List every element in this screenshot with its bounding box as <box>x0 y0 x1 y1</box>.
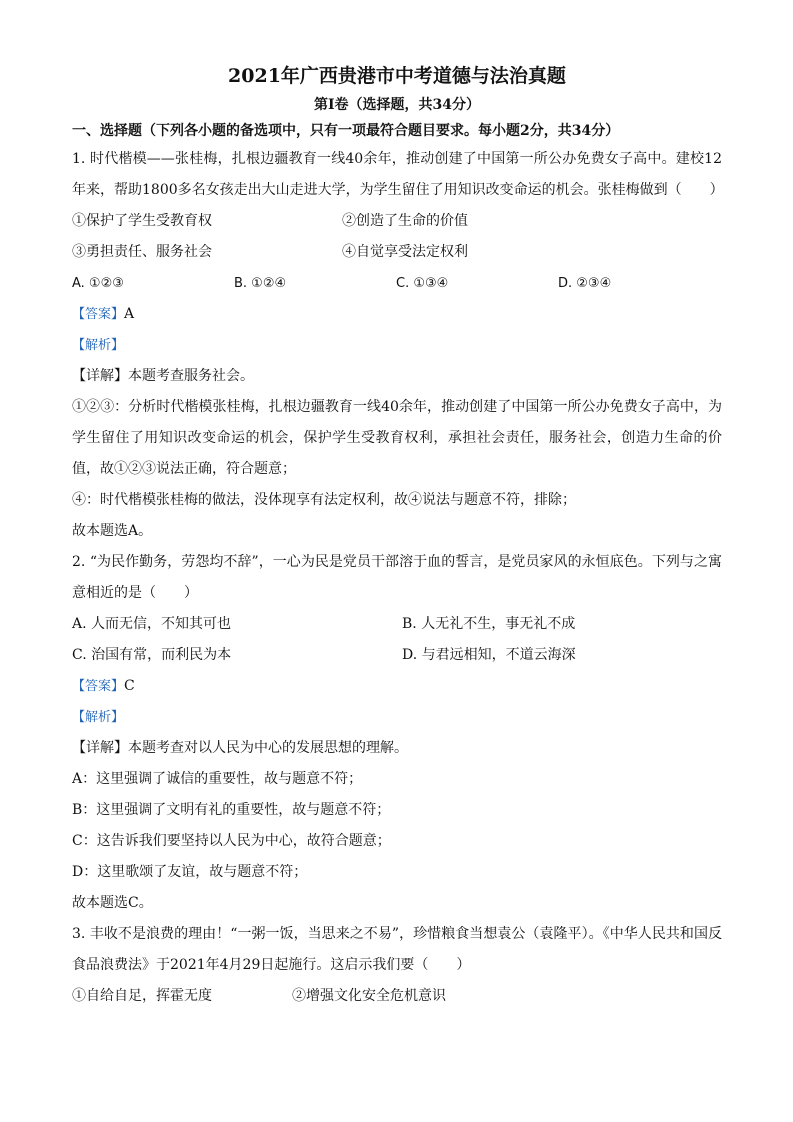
statement-1: ①保护了学生受教育权 <box>72 213 212 229</box>
statement-row <box>72 981 722 1012</box>
option-a: A. ①②③ <box>72 276 124 291</box>
option-a: A. 人而无信，不知其可也 <box>72 616 232 632</box>
analysis-line <box>72 330 722 361</box>
answer-value: C <box>124 678 135 694</box>
analysis-paragraph: ④：时代楷模张桂梅的做法，没体现享有法定权利，故④说法与题意不符，排除； <box>72 492 576 508</box>
question-stem: 1. 时代楷模——张桂梅，扎根边疆教育一线40余年，推动创建了中国第一所公办免费女子高中。建校12年来，帮助1800多名女孩走出大山走进大学，为学生留住了用知识改变命运的机会。张桂梅做到（ ） <box>72 151 724 198</box>
option-b: B. 人无礼不生，事无礼不成 <box>402 616 576 632</box>
options-row <box>72 640 722 671</box>
detail-text: 本题考查对以人民为中心的发展思想的理解。 <box>128 740 408 756</box>
statement-1: ①自给自足，挥霍无度 <box>72 988 212 1004</box>
answer-tag: 【答案】 <box>72 307 125 322</box>
answer-value: A <box>124 306 135 322</box>
page-title: 2021年广西贵港市中考道德与法治真题 <box>228 65 566 87</box>
option-c: C. ①③④ <box>396 276 449 291</box>
conclusion: 故本题选C。 <box>72 895 153 911</box>
detail-tag: 【详解】 <box>72 740 128 756</box>
statement-4: ④自觉享受法定权利 <box>342 244 468 260</box>
section-heading: 一、选择题（下列各小题的备选项中，只有一项最符合题目要求。每小题2分，共34分） <box>72 123 620 139</box>
analysis-tag: 【解析】 <box>72 338 125 353</box>
analysis-item-d: D：这里歌颂了友谊，故与题意不符； <box>72 864 308 880</box>
detail-text: 本题考查服务社会。 <box>128 368 254 384</box>
analysis-item-c: C：这告诉我们要坚持以人民为中心，故符合题意； <box>72 833 391 849</box>
statement-2: ②增强文化安全危机意识 <box>292 988 446 1004</box>
option-d: D. 与君远相知，不道云海深 <box>402 647 576 663</box>
options-row <box>72 609 722 640</box>
answer-line <box>72 299 722 330</box>
options-row <box>72 268 722 299</box>
option-c: C. 治国有常，而利民为本 <box>72 647 232 663</box>
option-b: B. ①②④ <box>234 276 287 291</box>
analysis-paragraph: ①②③：分析时代楷模张桂梅，扎根边疆教育一线40余年，推动创建了中国第一所公办免费女子高中，为学生留住了用知识改变命运的机会，保护学生受教育权利，承担社会责任，服务社会，创造力生命的价值，故①②③说法正确，符合题意； <box>72 399 722 477</box>
answer-line <box>72 671 722 702</box>
question-2 <box>72 547 722 919</box>
analysis-item-a: A：这里强调了诚信的重要性，故与题意不符； <box>72 771 363 787</box>
detail-line <box>72 361 722 392</box>
statement-row <box>72 206 722 237</box>
statement-3: ③勇担责任、服务社会 <box>72 244 212 260</box>
option-d: D. ②③④ <box>558 276 612 291</box>
detail-line <box>72 733 722 764</box>
document-page <box>72 60 722 1012</box>
analysis-line <box>72 702 722 733</box>
analysis-tag: 【解析】 <box>72 710 125 725</box>
detail-tag: 【详解】 <box>72 368 128 384</box>
question-stem: 2. “为民作勤务，劳怨均不辞”，一心为民是党员干部溶于血的誓言，是党员家风的永恒底色。下列与之寓意相近的是（ ） <box>72 554 722 601</box>
analysis-item-b: B：这里强调了文明有礼的重要性，故与题意不符； <box>72 802 391 818</box>
question-1 <box>72 144 722 547</box>
conclusion: 故本题选A。 <box>72 523 153 539</box>
question-stem: 3. 丰收不是浪费的理由！“一粥一饭，当思来之不易”，珍惜粮食当想袁公（袁隆平）。《中华人民共和国反食品浪费法》于2021年4月29日起施行。这启示我们要（ ） <box>72 926 722 973</box>
question-3 <box>72 919 722 1012</box>
answer-tag: 【答案】 <box>72 679 125 694</box>
statement-2: ②创造了生命的价值 <box>342 213 468 229</box>
statement-row <box>72 237 722 268</box>
part-heading: 第Ⅰ卷（选择题，共34分） <box>313 97 481 113</box>
